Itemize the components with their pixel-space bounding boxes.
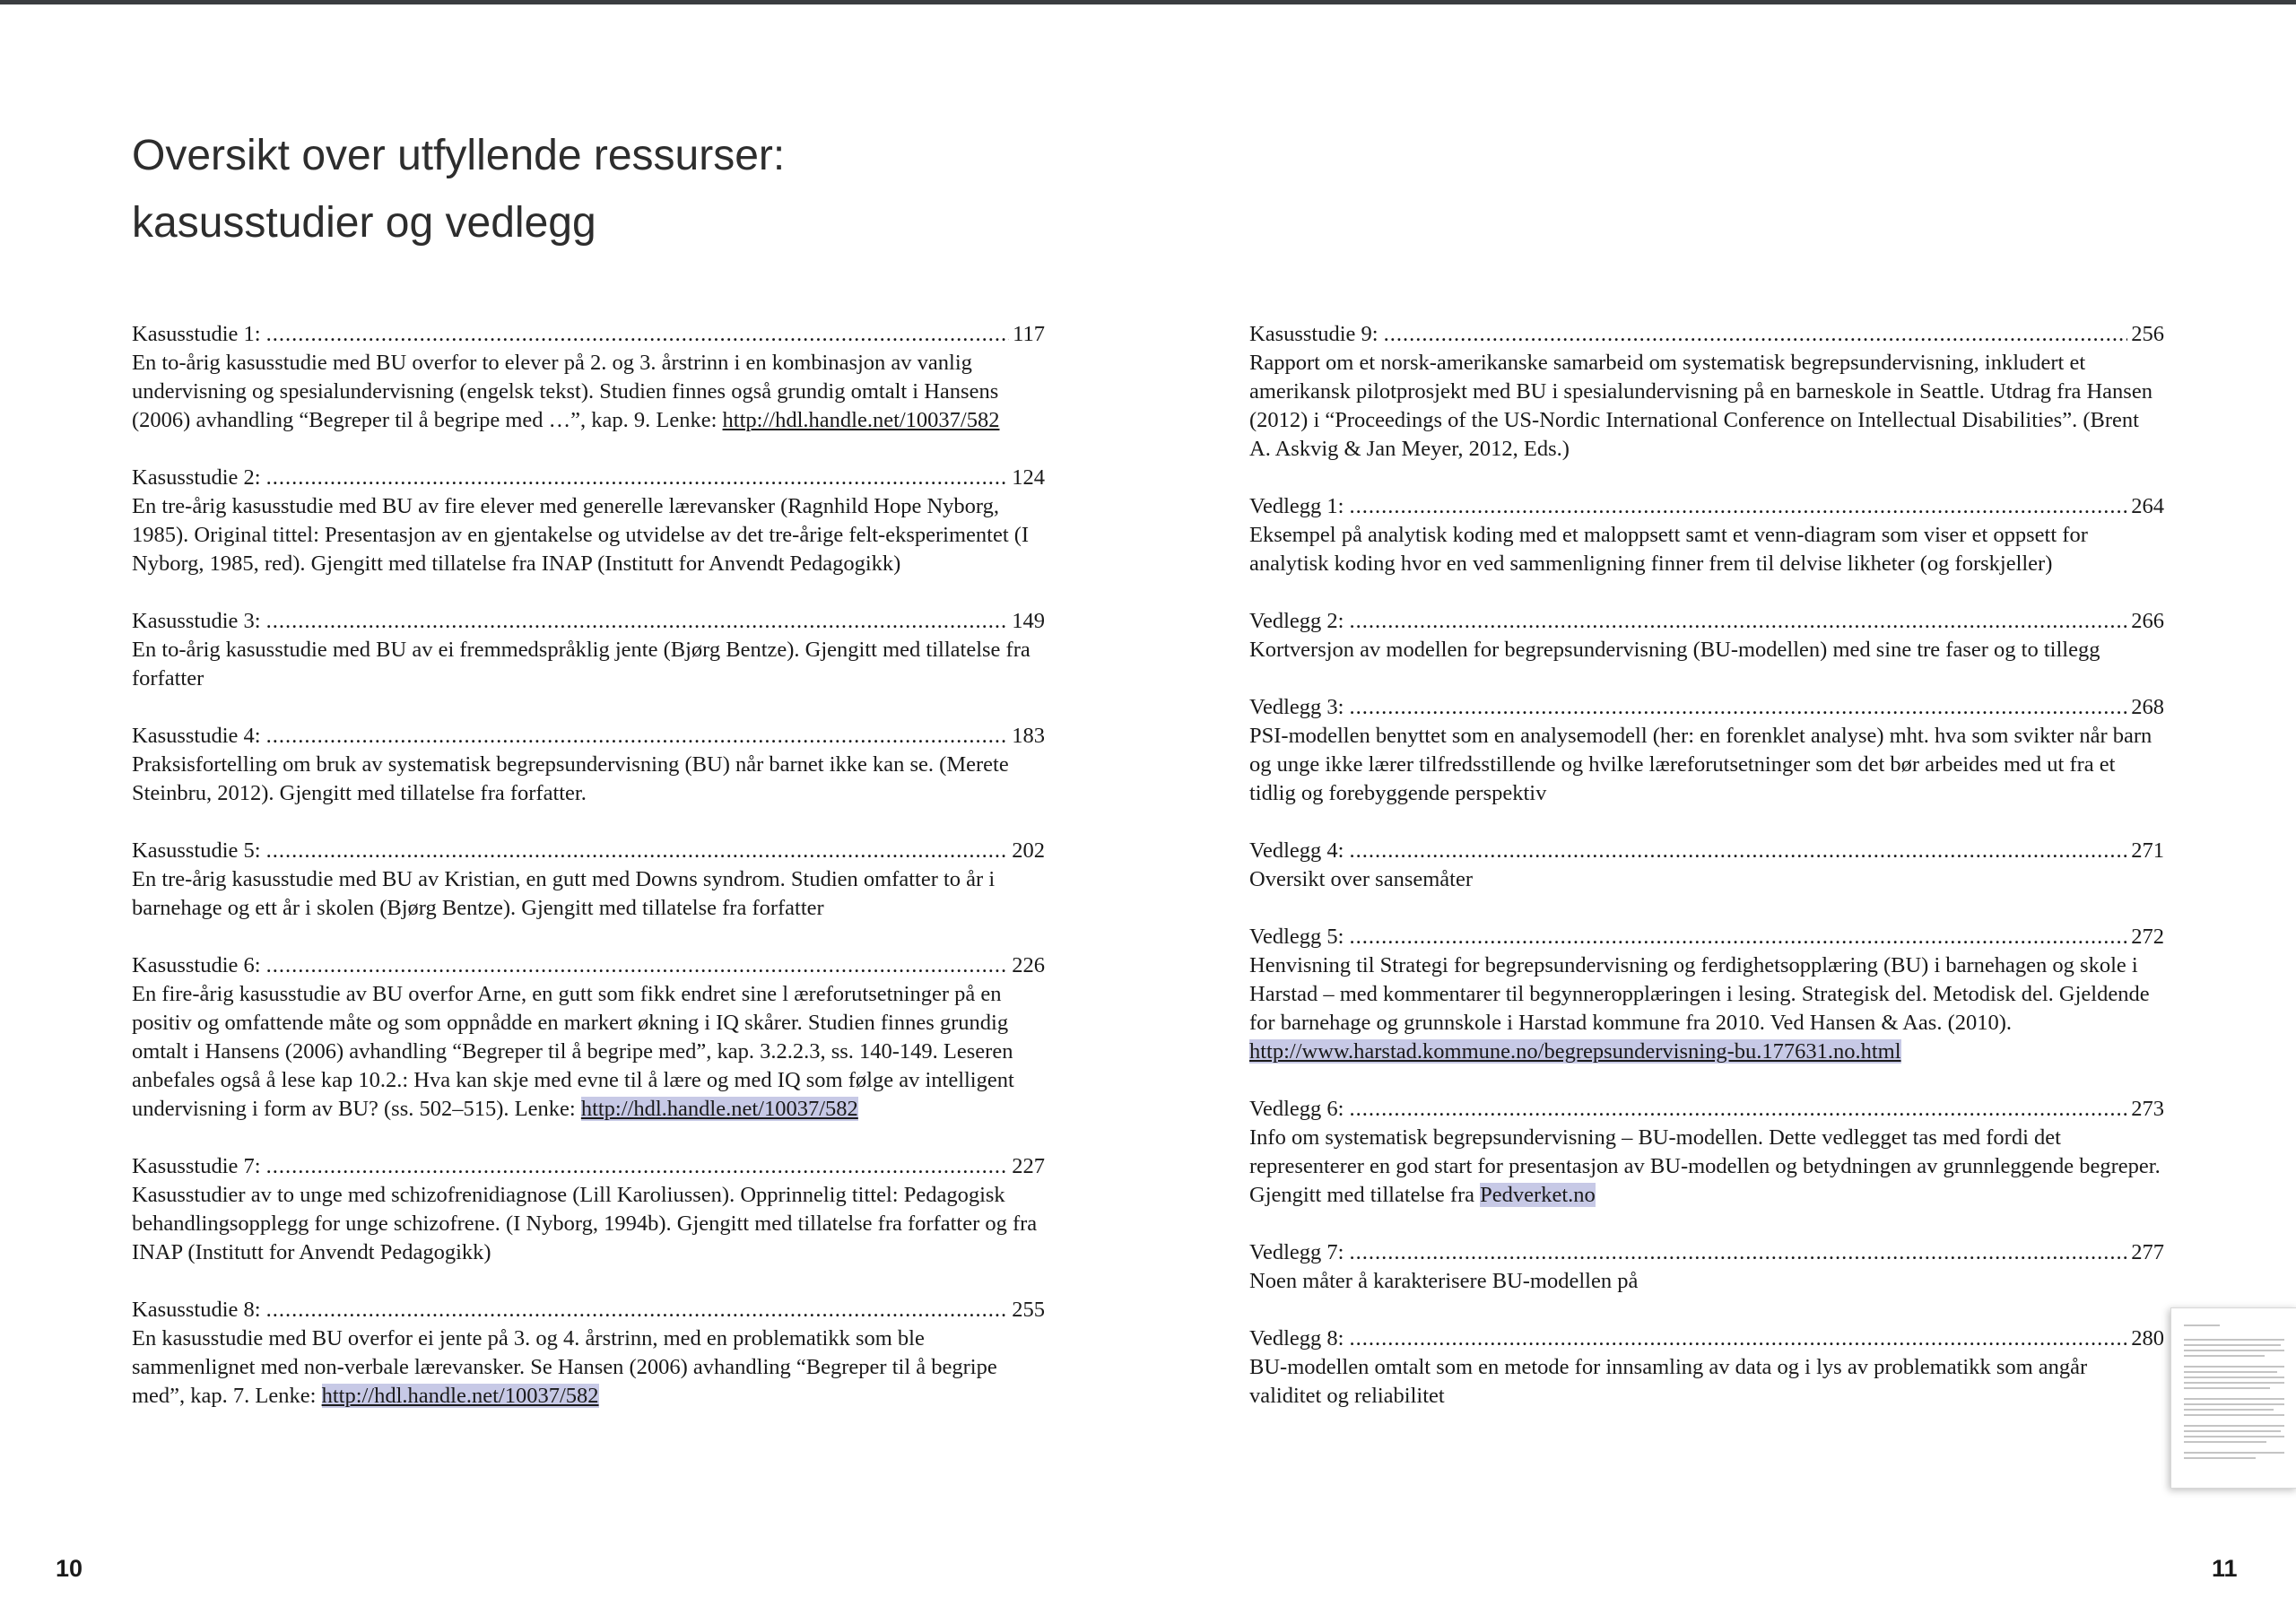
entry-page: 226 bbox=[1012, 953, 1045, 977]
toc-entry bbox=[132, 837, 1045, 923]
thumbnail-line bbox=[2184, 1430, 2281, 1432]
page-number-right: 11 bbox=[2212, 1555, 2238, 1582]
entry-page: 268 bbox=[2131, 695, 2164, 719]
entry-link[interactable]: http://hdl.handle.net/10037/582 bbox=[722, 408, 1000, 432]
entry-page: 255 bbox=[1012, 1298, 1045, 1322]
entry-title: Kasusstudie 3: bbox=[132, 609, 261, 633]
toc-entry bbox=[132, 951, 1045, 1124]
page-title-line-2: kasusstudier og vedlegg bbox=[132, 199, 596, 247]
entry-page: 256 bbox=[2131, 322, 2164, 346]
entry-title: Kasusstudie 5: bbox=[132, 838, 261, 863]
dot-leader bbox=[266, 464, 1009, 492]
entry-page: 124 bbox=[1012, 465, 1045, 490]
toc-entry bbox=[1249, 607, 2164, 664]
toc-entry bbox=[1249, 1095, 2164, 1210]
page-title-line-1: Oversikt over utfyllende ressurser: bbox=[132, 132, 786, 179]
entry-text: BU-modellen omtalt som en metode for innsamling av data og i lys av problematikk som angår validitet og reliabilitet bbox=[1249, 1355, 2088, 1408]
dot-leader bbox=[266, 722, 1009, 751]
thumbnail-line bbox=[2184, 1350, 2284, 1351]
entry-title: Vedlegg 8: bbox=[1249, 1326, 1344, 1350]
toc-entry bbox=[1249, 693, 2164, 808]
entry-text: En to-årig kasusstudie med BU overfor to elever på 2. og 3. årstrinn i en kombinasjon av vanlig undervisning og spesialundervisning (engelsk tekst). Studien finnes også grundig omtalt i Hansens (2006) avhandling “Begreper til å begripe med …”, kap. 9. Lenke: bbox=[132, 351, 999, 432]
entry-title: Kasusstudie 2: bbox=[132, 465, 261, 490]
dot-leader bbox=[266, 607, 1009, 636]
entry-text: Henvisning til Strategi for begrepsundervisning og ferdighetsopplæring (BU) i barnehagen og skole i Harstad – med kommentarer til begynneropplæringen i lesing. Strategisk del. Metodisk del. Gjeldende for barnehage og grunnskole i Harstad kommune fra 2010. Ved Hansen & Aas. (2010). bbox=[1249, 953, 2150, 1035]
entry-page: 266 bbox=[2131, 609, 2164, 633]
toc-entry bbox=[132, 464, 1045, 578]
page-title bbox=[132, 122, 785, 256]
entry-page: 271 bbox=[2131, 838, 2164, 863]
entry-title: Vedlegg 3: bbox=[1249, 695, 1344, 719]
entry-link[interactable]: http://hdl.handle.net/10037/582 bbox=[580, 1097, 858, 1121]
entry-title: Kasusstudie 4: bbox=[132, 724, 261, 748]
thumbnail-line bbox=[2184, 1414, 2284, 1416]
dot-leader bbox=[266, 1152, 1009, 1181]
right-column bbox=[1249, 320, 2164, 1439]
entry-page: 272 bbox=[2131, 925, 2164, 949]
entry-title: Vedlegg 5: bbox=[1249, 925, 1344, 949]
thumbnail-line bbox=[2184, 1382, 2284, 1384]
dot-leader bbox=[266, 320, 1010, 349]
toc-entry bbox=[1249, 837, 2164, 894]
dot-leader bbox=[1349, 1324, 2127, 1353]
entry-link[interactable]: http://hdl.handle.net/10037/582 bbox=[321, 1384, 599, 1408]
left-column bbox=[132, 320, 1045, 1439]
thumbnail-line bbox=[2184, 1425, 2284, 1427]
entry-page: 149 bbox=[1012, 609, 1045, 633]
entry-title: Kasusstudie 9: bbox=[1249, 322, 1378, 346]
entry-text: En to-årig kasusstudie med BU av ei fremmedspråklig jente (Bjørg Bentze). Gjengitt med tillatelse fra forfatter bbox=[132, 638, 1031, 690]
page-thumbnail[interactable] bbox=[2170, 1307, 2296, 1489]
dot-leader bbox=[1349, 837, 2127, 865]
toc-entry bbox=[132, 1296, 1045, 1411]
entry-text: En fire-årig kasusstudie av BU overfor Arne, en gutt som fikk endret sine l æreforutsetninger på en positiv og omfattende måte og som oppnådde en markert økning i IQ skårer. Studien finnes grundig omtalt i Hansens (2006) avhandling “Begreper til å begripe med”, kap. 3.2.2.3, ss. 140-149. Leseren anbefales også å lese kap 10.2.: Hva kan skje med evne til å lære og med IQ som følge av intelligent undervisning i form av BU? (ss. 502–515). Lenke: bbox=[132, 982, 1014, 1121]
thumbnail-line bbox=[2184, 1366, 2284, 1368]
thumbnail-line bbox=[2184, 1436, 2284, 1437]
entry-title: Kasusstudie 6: bbox=[132, 953, 261, 977]
entry-title: Vedlegg 4: bbox=[1249, 838, 1344, 863]
toc-entry bbox=[132, 1152, 1045, 1267]
thumbnail-line bbox=[2184, 1371, 2277, 1373]
dot-leader bbox=[1349, 492, 2127, 521]
entry-text: Kasusstudier av to unge med schizofrenidiagnose (Lill Karoliussen). Opprinnelig tittel: Pedagogisk behandlingsopplegg for unge schizofrene. (I Nyborg, 1994b). Gjengitt med tillatelse fra forfatter og fra INAP (Institutt for Anvendt Pedagogikk) bbox=[132, 1183, 1038, 1264]
toc-entry bbox=[1249, 1238, 2164, 1296]
entry-text: PSI-modellen benyttet som en analysemodell (her: en forenklet analyse) mht. hva som svikter når barn og unge ikke lærer tilfredsstillende og hvilke læreforutsetninger som det bør arbeides med ut fra et tidlig og forebyggende perspektiv bbox=[1249, 724, 2152, 805]
dot-leader bbox=[1349, 693, 2127, 722]
thumbnail-line bbox=[2184, 1355, 2265, 1357]
toc-entry bbox=[132, 320, 1045, 435]
dot-leader bbox=[266, 951, 1009, 980]
entry-page: 202 bbox=[1012, 838, 1045, 863]
thumbnail-line bbox=[2184, 1398, 2284, 1400]
thumbnail-line bbox=[2184, 1409, 2274, 1411]
dot-leader bbox=[1349, 607, 2127, 636]
page-number-left: 10 bbox=[56, 1555, 83, 1582]
thumbnail-line bbox=[2184, 1339, 2284, 1341]
entry-page: 280 bbox=[2131, 1326, 2164, 1350]
dot-leader bbox=[1384, 320, 2128, 349]
thumbnail-line bbox=[2184, 1403, 2284, 1405]
toc-entry bbox=[132, 607, 1045, 693]
entry-text: Oversikt over sansemåter bbox=[1249, 867, 1473, 891]
toc-entry bbox=[1249, 492, 2164, 578]
toc-entry bbox=[1249, 320, 2164, 464]
entry-title: Vedlegg 1: bbox=[1249, 494, 1344, 518]
dot-leader bbox=[266, 1296, 1009, 1324]
dot-leader bbox=[1349, 1095, 2127, 1124]
thumbnail-line bbox=[2184, 1457, 2256, 1459]
entry-title: Kasusstudie 8: bbox=[132, 1298, 261, 1322]
entry-text: En kasusstudie med BU overfor ei jente på 3. og 4. årstrinn, med en problematikk som ble sammenlignet med non-verbale lærevansker. Se Hansen (2006) avhandling “Begreper til å begripe med”, kap. 7. Lenke: bbox=[132, 1326, 997, 1408]
entry-title: Vedlegg 7: bbox=[1249, 1240, 1344, 1264]
thumbnail-line bbox=[2184, 1324, 2220, 1326]
toc-entry bbox=[1249, 1324, 2164, 1411]
entry-page: 117 bbox=[1013, 322, 1045, 346]
entry-link[interactable]: Pedverket.no bbox=[1480, 1183, 1596, 1207]
entry-text: Eksempel på analytisk koding med et maloppsett samt et venn-diagram som viser et oppsett for analytisk koding hvor en ved sammenligning finner frem til delvise likheter (og forskjeller) bbox=[1249, 523, 2088, 576]
entry-link[interactable]: http://www.harstad.kommune.no/begrepsundervisning-bu.177631.no.html bbox=[1249, 1039, 1901, 1064]
dot-leader bbox=[1349, 1238, 2127, 1267]
entry-title: Vedlegg 2: bbox=[1249, 609, 1344, 633]
entry-text: Kortversjon av modellen for begrepsundervisning (BU-modellen) med sine tre faser og to tillegg bbox=[1249, 638, 2100, 662]
entry-title: Kasusstudie 7: bbox=[132, 1154, 261, 1178]
entry-page: 277 bbox=[2131, 1240, 2164, 1264]
entry-page: 273 bbox=[2131, 1097, 2164, 1121]
entry-text: Praksisfortelling om bruk av systematisk begrepsundervisning (BU) når barnet ikke kan se. (Merete Steinbru, 2012). Gjengitt med tillatelse fra forfatter. bbox=[132, 752, 1009, 805]
entry-title: Kasusstudie 1: bbox=[132, 322, 261, 346]
thumbnail-line bbox=[2184, 1387, 2270, 1389]
entry-page: 264 bbox=[2131, 494, 2164, 518]
entry-page: 227 bbox=[1012, 1154, 1045, 1178]
dot-leader bbox=[266, 837, 1009, 865]
entry-text: Noen måter å karakterisere BU-modellen på bbox=[1249, 1269, 1639, 1293]
top-border bbox=[0, 0, 2296, 4]
thumbnail-line bbox=[2184, 1441, 2266, 1443]
entry-text: Info om systematisk begrepsundervisning – BU-modellen. Dette vedlegget tas med fordi det representerer en god start for presentasjon av BU-modellen og betydningen av grunnleggende begreper. Gjengitt med tillatelse fra bbox=[1249, 1125, 2161, 1207]
entry-text: En tre-årig kasusstudie med BU av fire elever med generelle lærevansker (Ragnhild Hope Nyborg, 1985). Original tittel: Presentasjon av en gjentakelse og utvidelse av det tre-årige felt-eksperimentet (I Nyborg, 1985, red). Gjengitt med tillatelse fra INAP (Institutt for Anvendt Pedagogikk) bbox=[132, 494, 1030, 576]
entry-title: Vedlegg 6: bbox=[1249, 1097, 1344, 1121]
entry-page: 183 bbox=[1012, 724, 1045, 748]
thumbnail-line bbox=[2184, 1452, 2284, 1454]
entry-text: En tre-årig kasusstudie med BU av Kristian, en gutt med Downs syndrom. Studien omfatter to år i barnehage og ett år i skolen (Bjørg Bentze). Gjengitt med tillatelse fra forfatter bbox=[132, 867, 996, 920]
toc-entry bbox=[1249, 923, 2164, 1066]
toc-entry bbox=[132, 722, 1045, 808]
thumbnail-line bbox=[2184, 1376, 2284, 1378]
thumbnail-line bbox=[2184, 1344, 2281, 1346]
entry-text: Rapport om et norsk-amerikanske samarbeid om systematisk begrepsundervisning, inkludert et amerikansk pilotprosjekt med BU i spesialundervisning på en barneskole in Seattle. Utdrag fra Hansen (2012) i “Proceedings of the US-Nordic International Conference on Intellectual Disabilities”. (Brent A. Askvig & Jan Meyer, 2012, Eds.) bbox=[1249, 351, 2152, 461]
dot-leader bbox=[1349, 923, 2127, 951]
